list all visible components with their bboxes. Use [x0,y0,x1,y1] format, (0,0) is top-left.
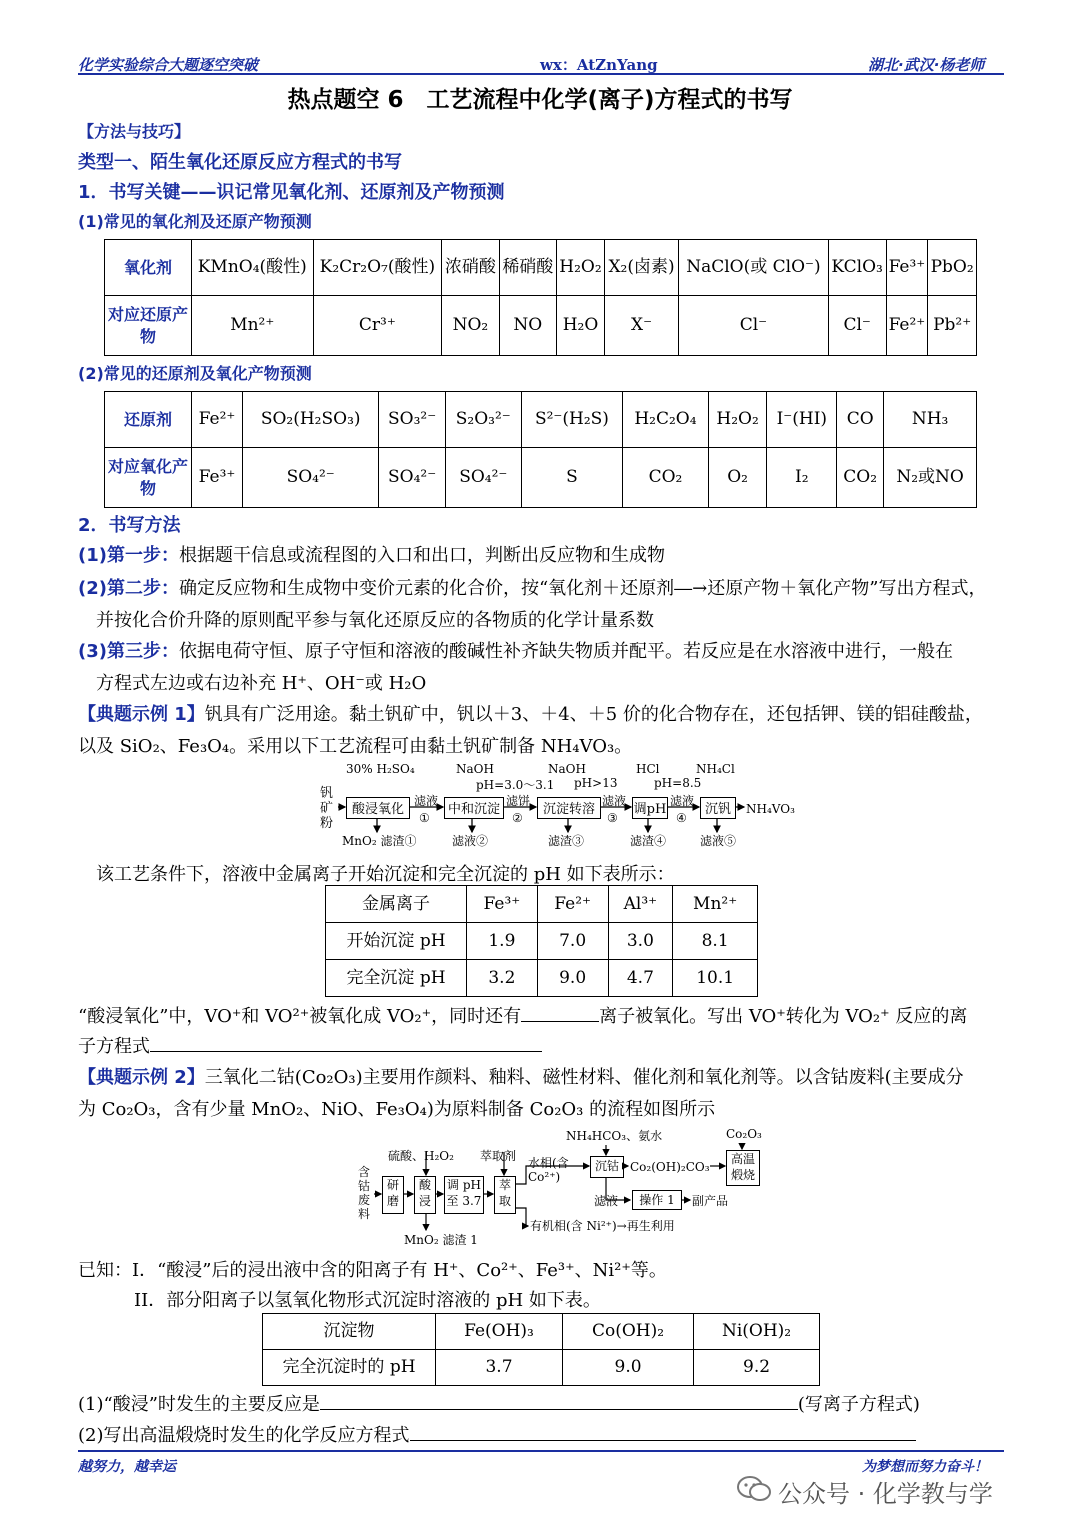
example-2-question-1 [78,1390,920,1416]
flow2-byproduct: 副产品 [692,1194,729,1208]
flow2-box-calcine: 高温煅烧 [726,1150,760,1186]
flow2-box-extract: 萃取 [494,1176,516,1214]
flow1-circled-2: ② [512,811,523,825]
precip-table-header: Ni(OH)₂ [694,1314,820,1350]
oxidation-product-cell: O₂ [708,448,767,508]
flow2-reagent-2: 萃取剂 [480,1149,517,1163]
flow2-feed: 含钴废料 [358,1165,371,1221]
flow2-box-grind: 研磨 [382,1176,404,1214]
reduction-product-cell: Cl⁻ [679,296,829,356]
flow1-box-adjust-ph: 调pH [632,797,668,819]
step-2-label: (2)第二步： [78,578,179,599]
oxidant-cell: H₂O₂ [557,240,605,296]
reductant-cell: Fe²⁺ [192,392,243,448]
step-2-text: 确定反应物和生成物中变价元素的化合价，按“氧化剂＋还原剂―→还原产物＋氧化产物”写出方程式， [178,578,987,599]
oxidant-cell: PbO₂ [928,240,977,296]
example-2-q1-suffix: (写离子方程式) [797,1394,920,1415]
example-1-q-part-b: 离子被氧化。写出 VO⁺转化为 VO₂⁺ 反应的离 [599,1006,968,1027]
flow1-bottom-4: 滤渣④ [630,834,667,848]
step-3-text: 依据电荷守恒、原子守恒和溶液的酸碱性补齐缺失物质并配平。若反应是在水溶液中进行，一般在 [178,641,953,662]
flow1-reagent-3: NaOH [548,762,586,776]
oxidant-cell: KMnO₄(酸性) [192,240,314,296]
reductant-cell: CO [837,392,884,448]
flow1-reagent-4: HCl [636,762,660,776]
ph-table-cell: 3.0 [608,923,673,960]
flow2-arrows [370,1140,770,1240]
flow2-top-product: Co₂O₃ [726,1127,762,1141]
flow2-organic-phase: 有机相(含 Ni²⁺)→再生利用 [530,1219,675,1233]
flow2-box-operation-1: 操作 1 [632,1190,682,1210]
flow1-cond-2: pH>13 [574,776,618,790]
oxidation-product-cell: Fe³⁺ [192,448,243,508]
reductant-cell: SO₂(H₂SO₃) [243,392,379,448]
example-2-tag: 【典题示例 2】 [78,1067,205,1088]
ph-table-header: Al³⁺ [608,886,673,923]
precip-table-cell: 3.7 [436,1350,563,1386]
oxidant-table [104,239,977,356]
example-1-line-2: 以及 SiO₂、Fe₃O₄。采用以下工艺流程可由黏土钒矿制备 NH₄VO₃。 [78,736,633,757]
section-2-heading: 2．书写方法 [78,515,181,536]
flow1-box-precipitate-v: 沉钒 [700,797,736,819]
flow2-aqueous: 水相(含 Co²⁺) [528,1156,569,1184]
oxidant-cell: Fe³⁺ [886,240,928,296]
watermark-text: 公众号 · 化学教与学 [778,1480,993,1508]
known-1: 已知：I．“酸浸”后的浸出液中含的阳离子有 H⁺、Co²⁺、Fe³⁺、Ni²⁺等。 [78,1260,667,1281]
oxidant-row-label: 氧化剂 [105,240,192,296]
example-1-q-part-c: 子方程式 [78,1036,150,1057]
flow1-cond-1: pH=3.0～3.1 [476,778,555,792]
reduction-product-cell: H₂O [557,296,605,356]
flow1-reagent-2: NaOH [456,762,494,776]
section-1-heading: 1．书写关键——识记常见氧化剂、还原剂及产物预测 [78,182,505,203]
type-heading: 类型一、陌生氧化还原反应方程式的书写 [78,152,402,173]
ph-table-cell: 9.0 [537,960,608,997]
reduction-product-cell: X⁻ [604,296,678,356]
wechat-icon [736,1474,772,1504]
ph-table-cell: 开始沉淀 pH [326,923,467,960]
reduction-product-row-label: 对应还原产物 [105,296,192,356]
reduction-product-cell: NO [499,296,556,356]
equation-answer-blank-1[interactable] [150,1035,542,1052]
example-2-q2-text: (2)写出高温煅烧时发生的化学反应方程式 [78,1425,410,1446]
example-2-question-2 [78,1421,916,1447]
precip-table-header: Fe(OH)₃ [436,1314,563,1350]
step-3-label: (3)第三步： [78,641,179,662]
footer-rule [78,1450,1004,1452]
oxidant-cell: NaClO(或 ClO⁻) [679,240,829,296]
known-2: II．部分阳离子以氢氧化物形式沉淀时溶液的 pH 如下表。 [134,1290,601,1311]
oxidation-product-cell: CO₂ [837,448,884,508]
flow1-circled-4: ④ [676,811,687,825]
step-1-text: 根据题干信息或流程图的入口和出口，判断出反应物和生成物 [178,545,665,566]
flow1-bottom-2: 滤液② [452,834,489,848]
step-3 [78,637,953,663]
flow2-box-adjust-ph: 调 pH至 3.7 [444,1176,484,1214]
table-row [326,960,758,997]
reductant-cell: S₂O₃²⁻ [445,392,521,448]
reduction-product-cell: Pb²⁺ [928,296,977,356]
reductant-cell: H₂O₂ [708,392,767,448]
ph-table-cell: 1.9 [467,923,538,960]
method-tag: 【方法与技巧】 [78,122,191,141]
example-2-line-2: 为 Co₂O₃，含有少量 MnO₂、NiO、Fe₃O₄)为原料制备 Co₂O₃ 的流程如图所示 [78,1099,716,1120]
example-1-q-part-a: “酸浸氧化”中，VO⁺和 VO²⁺被氧化成 VO₂⁺，同时还有 [78,1006,522,1027]
ph-table-header: Fe³⁺ [467,886,538,923]
table-row [326,923,758,960]
subsection-1-heading: (1)常见的氧化剂及还原产物预测 [78,212,312,231]
example-1-question-cont [78,1032,542,1058]
equation-answer-blank-3[interactable] [410,1424,916,1441]
flow1-reagent-5: NH₄Cl [696,762,735,776]
ph-table-header: Mn²⁺ [673,886,758,923]
flow1-arrow-label-2: 滤饼 [506,794,531,808]
example-1-text: 钒具有广泛用途。黏土钒矿中，钒以＋3、＋4、＋5 价的化合物存在，还包括钾、镁的铝硅酸盐， [204,704,983,725]
flow1-box-redissolve: 沉淀转溶 [537,797,601,819]
flow1-arrow-label-3: 滤液 [602,794,627,808]
reductant-cell: S²⁻(H₂S) [521,392,623,448]
example-2-q1-text: (1)“酸浸”时发生的主要反应是 [78,1394,320,1415]
oxidation-product-cell: S [521,448,623,508]
ph-table-cell: 3.2 [467,960,538,997]
ph-table-cell: 完全沉淀 pH [326,960,467,997]
flow1-arrow-label-1: 滤液 [414,794,439,808]
step-3-cont: 方程式左边或右边补充 H⁺、OH⁻或 H₂O [96,673,427,694]
oxidant-cell: X₂(卤素) [604,240,678,296]
reductant-row-label: 还原剂 [105,392,192,448]
oxidant-cell: K₂Cr₂O₇(酸性) [313,240,442,296]
flow1-arrows [330,790,750,840]
precip-table-cell: 9.0 [562,1350,693,1386]
reduction-product-cell: Fe²⁺ [886,296,928,356]
flow2-intermediate: Co₂(OH)₂CO₃ [630,1160,710,1174]
header-right: 湖北·武汉·杨老师 [868,56,985,74]
equation-answer-blank-2[interactable] [320,1393,798,1410]
oxidation-product-cell: SO₄²⁻ [243,448,379,508]
step-2-cont: 并按化合价升降的原则配平参与氧化还原反应的各物质的化学计量系数 [96,610,654,631]
oxidation-product-cell: SO₄²⁻ [379,448,446,508]
footer-left: 越努力，越幸运 [78,1459,176,1475]
flow1-product: NH₄VO₃ [746,802,795,816]
reductant-table [104,391,977,508]
flow1-arrow-label-4: 滤液 [670,794,695,808]
reduction-product-cell: Cl⁻ [828,296,886,356]
oxidation-product-cell: N₂或NO [884,448,977,508]
reduction-product-cell: Cr³⁺ [313,296,442,356]
flow1-box-neutralize: 中和沉淀 [444,797,504,819]
flow2-reagent-3: NH₄HCO₃、氨水 [566,1129,663,1143]
ph-table-cell: 8.1 [673,923,758,960]
example-1-question [78,1002,967,1028]
step-2 [78,574,986,600]
example-1-tag: 【典题示例 1】 [78,704,205,725]
flow2-reagent-1: 硫酸、H₂O₂ [388,1149,454,1163]
header-rule [78,73,1004,75]
flow1-reagent-1: 30% H₂SO₄ [346,762,415,776]
flow1-cond-3: pH=8.5 [654,776,702,790]
reduction-product-cell: NO₂ [442,296,499,356]
flow2-residue: MnO₂ 滤渣 1 [404,1233,478,1247]
oxidant-cell: 浓硝酸 [442,240,499,296]
flow1-circled-3: ③ [607,811,618,825]
precip-table-header: 沉淀物 [263,1314,436,1350]
oxidation-product-row-label: 对应氧化产物 [105,448,192,508]
oxidation-product-cell: I₂ [767,448,837,508]
flow1-feed: 钒矿粉 [320,786,334,831]
step-1 [78,541,665,567]
flow1-bottom-3: 滤渣③ [548,834,585,848]
precip-table-cell: 9.2 [694,1350,820,1386]
oxidant-cell: KClO₃ [828,240,886,296]
ph-table-cell: 7.0 [537,923,608,960]
flow1-bottom-1: MnO₂ 滤渣① [342,834,417,848]
oxidation-product-cell: CO₂ [623,448,709,508]
example-1-table-intro: 该工艺条件下，溶液中金属离子开始沉淀和完全沉淀的 pH 如下表所示： [96,864,675,885]
header-left: 化学实验综合大题逐空突破 [78,56,259,74]
reductant-cell: H₂C₂O₄ [623,392,709,448]
flow1-circled-1: ① [419,811,430,825]
reductant-cell: SO₃²⁻ [379,392,446,448]
precip-table-cell: 完全沉淀时的 pH [263,1350,436,1386]
ph-table-cell: 10.1 [673,960,758,997]
example-2-ph-table [262,1313,820,1386]
footer-right: 为梦想而努力奋斗！ [862,1459,988,1475]
reductant-cell: I⁻(HI) [767,392,837,448]
flow2-filtrate: 滤液 [594,1194,619,1208]
example-1-line-1 [78,700,983,726]
example-1-ph-table [325,885,758,997]
oxidation-product-cell: SO₄²⁻ [445,448,521,508]
oxidant-cell: 稀硝酸 [499,240,556,296]
subsection-2-heading: (2)常见的还原剂及氧化产物预测 [78,364,312,383]
step-1-label: (1)第一步： [78,545,179,566]
example-2-text: 三氧化二钴(Co₂O₃)主要用作颜料、釉料、磁性材料、催化剂和氧化剂等。以含钴废料(主要成分 [204,1067,964,1088]
ion-answer-blank[interactable] [521,1005,599,1022]
ph-table-header: Fe²⁺ [537,886,608,923]
ph-table-header: 金属离子 [326,886,467,923]
ph-table-cell: 4.7 [608,960,673,997]
flow2-box-precipitate-co: 沉钴 [590,1156,624,1178]
header-center: wx：AtZnYang [540,56,658,74]
example-2-line-1 [78,1063,964,1089]
reductant-cell: NH₃ [884,392,977,448]
reduction-product-cell: Mn²⁺ [192,296,314,356]
flow1-bottom-5: 滤液⑤ [700,834,737,848]
page-title: 热点题空 6 工艺流程中化学(离子)方程式的书写 [287,87,793,113]
precip-table-header: Co(OH)₂ [562,1314,693,1350]
flow2-box-acid-leach: 酸浸 [414,1176,436,1214]
flow1-box-acid-leach: 酸浸氧化 [346,797,410,819]
